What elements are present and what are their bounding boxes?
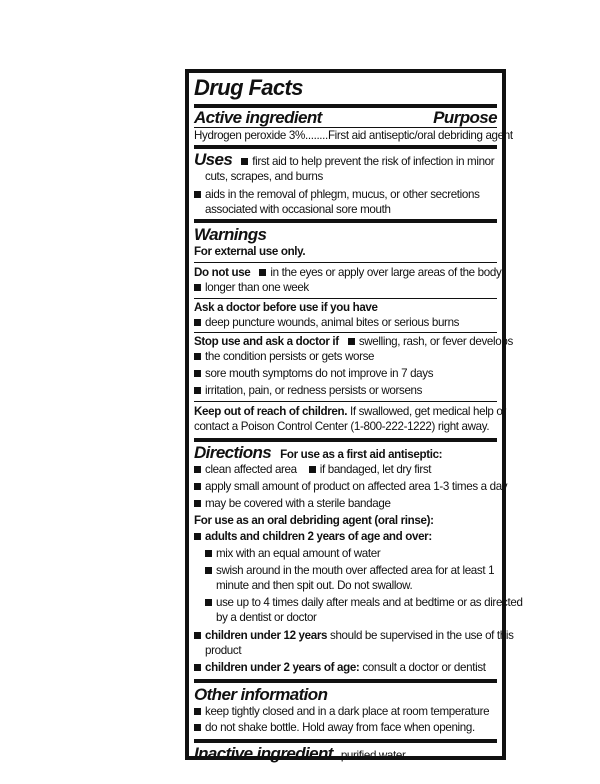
- bullet-icon: [194, 708, 201, 715]
- bullet-icon: [194, 483, 201, 490]
- bullet-icon: [348, 338, 355, 345]
- drug-facts-panel: [185, 69, 523, 763]
- keep-out-text-cont: contact a Poison Control Center (1-800-222-1222) right away.: [194, 420, 490, 433]
- directions-heading: Directions: [194, 443, 272, 462]
- uses-item-1-cont: cuts, scrapes, and burns: [205, 170, 323, 183]
- bullet-icon: [259, 269, 266, 276]
- under-12-label: children under 12 years: [205, 629, 328, 642]
- first-aid-item-2: if bandaged, let dry first: [319, 463, 432, 476]
- bullet-icon: [205, 550, 212, 557]
- other-info-item-2: do not shake bottle. Hold away from face when opening.: [205, 721, 475, 734]
- under-12-text: should be supervised in the use of this: [327, 629, 514, 642]
- stop-use-item-1: swelling, rash, or fever develops: [358, 335, 513, 348]
- do-not-use-item-2: longer than one week: [205, 281, 309, 294]
- other-info-heading: Other information: [194, 685, 328, 704]
- adults-label: adults and children 2 years of age and over:: [205, 530, 432, 543]
- ask-doctor-label: Ask a doctor before use if you have: [194, 301, 378, 314]
- bullet-icon: [194, 500, 201, 507]
- under-2-label: children under 2 years of age:: [205, 661, 360, 674]
- uses-item-2: aids in the removal of phlegm, mucus, or other secretions: [205, 188, 480, 201]
- bullet-icon: [194, 370, 201, 377]
- do-not-use-label: Do not use: [194, 266, 251, 279]
- keep-out-text: If swallowed, get medical help or: [347, 405, 506, 418]
- bullet-icon: [194, 191, 201, 198]
- ingredient-purpose: First aid antiseptic/oral debriding agent: [327, 129, 513, 142]
- bullet-icon: [194, 724, 201, 731]
- oral-use-label: For use as an oral debriding agent (oral rinse):: [194, 514, 434, 527]
- bullet-icon: [194, 466, 201, 473]
- ingredient-name: Hydrogen peroxide 3%: [194, 129, 305, 142]
- drug-facts-title: Drug Facts: [194, 75, 303, 100]
- first-aid-item-4: may be covered with a sterile bandage: [205, 497, 391, 510]
- inactive-ingredient-text: purified water: [340, 749, 406, 762]
- bullet-icon: [194, 387, 201, 394]
- adults-item-3-cont: by a dentist or doctor: [216, 611, 317, 624]
- bullet-icon: [205, 567, 212, 574]
- uses-heading: Uses: [194, 150, 233, 169]
- stop-use-item-3: sore mouth symptoms do not improve in 7 days: [205, 367, 434, 380]
- adults-item-3: use up to 4 times daily after meals and at bedtime or as directed: [216, 596, 523, 609]
- adults-item-2: swish around in the mouth over affected area for at least 1: [216, 564, 495, 577]
- first-aid-item-3: apply small amount of product on affected area 1-3 times a day: [205, 480, 508, 493]
- bullet-icon: [194, 664, 201, 671]
- stop-use-item-4: irritation, pain, or redness persists or worsens: [205, 384, 423, 397]
- first-aid-item-1: clean affected area: [205, 463, 297, 476]
- purpose-heading: Purpose: [433, 108, 497, 127]
- active-ingredient-heading: Active ingredient: [194, 108, 322, 127]
- uses-item-1: first aid to help prevent the risk of infection in minor: [252, 155, 495, 168]
- leader-dots: ........: [304, 129, 328, 142]
- bullet-icon: [194, 632, 201, 639]
- stop-use-item-2: the condition persists or gets worse: [205, 350, 375, 363]
- first-aid-label: For use as a first aid antiseptic:: [280, 448, 443, 461]
- bullet-icon: [309, 466, 316, 473]
- do-not-use-item-1: in the eyes or apply over large areas of the body: [270, 266, 502, 279]
- inactive-ingredient-heading: Inactive ingredient: [194, 744, 333, 763]
- other-info-item-1: keep tightly closed and in a dark place at room temperature: [205, 705, 490, 718]
- bullet-icon: [194, 284, 201, 291]
- bullet-icon: [194, 319, 201, 326]
- bullet-icon: [194, 353, 201, 360]
- under-12-text-cont: product: [205, 644, 242, 657]
- bullet-icon: [241, 158, 248, 165]
- adults-item-2-cont: minute and then spit out. Do not swallow.: [216, 579, 413, 592]
- under-2-text: consult a doctor or dentist: [359, 661, 486, 674]
- uses-item-2-cont: associated with occasional sore mouth: [205, 203, 391, 216]
- keep-out-label: Keep out of reach of children.: [194, 405, 348, 418]
- adults-item-1: mix with an equal amount of water: [216, 547, 381, 560]
- active-ingredient-row: [194, 128, 513, 143]
- ask-doctor-item-1: deep puncture wounds, animal bites or serious burns: [205, 316, 460, 329]
- warnings-heading: Warnings: [194, 225, 267, 244]
- external-use-warning: For external use only.: [194, 245, 306, 258]
- bullet-icon: [194, 533, 201, 540]
- bullet-icon: [205, 599, 212, 606]
- stop-use-label: Stop use and ask a doctor if: [194, 335, 339, 348]
